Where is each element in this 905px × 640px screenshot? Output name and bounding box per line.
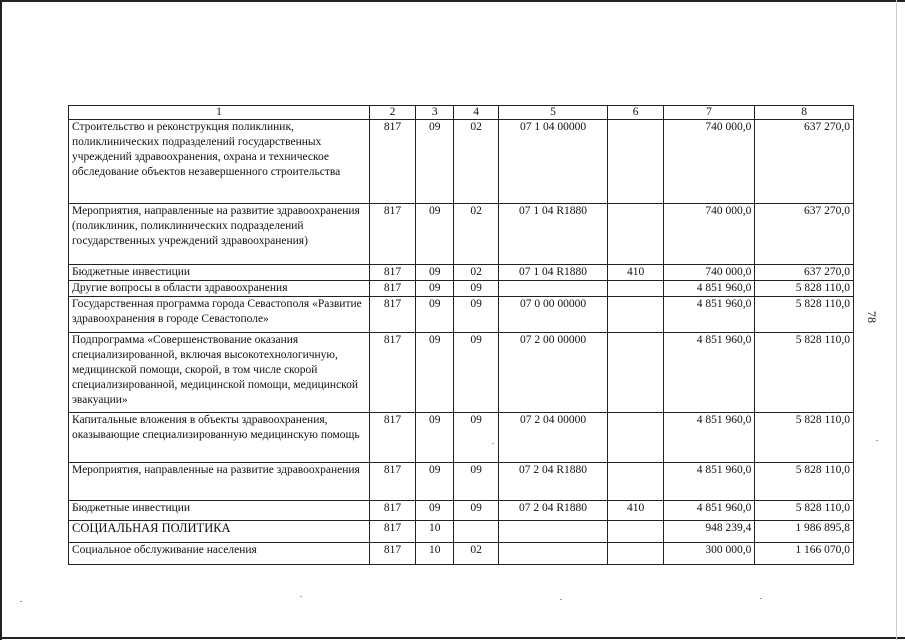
table-row — [69, 413, 854, 463]
cell-ministry: 817 — [369, 281, 415, 297]
header-col-7: 7 — [663, 106, 755, 120]
cell-ministry: 817 — [369, 333, 415, 413]
cell-section: 09 — [416, 120, 454, 204]
cell-subsection: 09 — [454, 281, 498, 297]
row-name: Бюджетные инвестиции — [69, 501, 370, 521]
scan-border-right — [896, 0, 897, 640]
cell-expense-type — [608, 413, 663, 463]
cell-section: 09 — [416, 297, 454, 333]
cell-section: 09 — [416, 204, 454, 265]
cell-amount-8: 637 270,0 — [755, 120, 854, 204]
row-name: Строительство и реконструкция поликлиник, поликлинических подразделений государственных учреждений здравоохранения, охрана и техническое обследование объектов незавершенного строительства — [69, 120, 370, 204]
cell-target-article: 07 1 04 R1880 — [498, 204, 608, 265]
cell-expense-type: 410 — [608, 265, 663, 281]
cell-amount-7: 4 851 960,0 — [663, 333, 755, 413]
cell-subsection: 02 — [454, 204, 498, 265]
scan-speck — [20, 601, 22, 602]
cell-target-article: 07 2 00 00000 — [498, 333, 608, 413]
cell-expense-type: 410 — [608, 501, 663, 521]
cell-amount-8: 5 828 110,0 — [755, 281, 854, 297]
cell-expense-type — [608, 333, 663, 413]
cell-amount-7: 948 239,4 — [663, 521, 755, 543]
cell-target-article: 07 0 00 00000 — [498, 297, 608, 333]
header-col-8: 8 — [755, 106, 854, 120]
cell-target-article: 07 1 04 R1880 — [498, 265, 608, 281]
table-row — [69, 463, 854, 501]
header-col-5: 5 — [498, 106, 608, 120]
cell-subsection: 02 — [454, 543, 498, 565]
table-row — [69, 120, 854, 204]
cell-target-article: 07 2 04 00000 — [498, 413, 608, 463]
cell-ministry: 817 — [369, 543, 415, 565]
cell-amount-7: 4 851 960,0 — [663, 463, 755, 501]
cell-amount-8: 5 828 110,0 — [755, 501, 854, 521]
cell-section: 09 — [416, 463, 454, 501]
cell-ministry: 817 — [369, 521, 415, 543]
cell-amount-7: 300 000,0 — [663, 543, 755, 565]
cell-target-article: 07 2 04 R1880 — [498, 501, 608, 521]
table-row — [69, 204, 854, 265]
header-col-6: 6 — [608, 106, 663, 120]
cell-section: 09 — [416, 333, 454, 413]
scan-speck — [560, 599, 562, 600]
cell-subsection: 09 — [454, 463, 498, 501]
scan-speck — [492, 443, 494, 444]
scan-border-top — [0, 0, 905, 2]
header-col-3: 3 — [416, 106, 454, 120]
cell-section: 09 — [416, 265, 454, 281]
cell-ministry: 817 — [369, 265, 415, 281]
table-row — [69, 501, 854, 521]
scan-speck — [876, 440, 878, 441]
cell-expense-type — [608, 463, 663, 501]
table-header-row — [69, 106, 854, 120]
cell-expense-type — [608, 543, 663, 565]
cell-target-article: 07 2 04 R1880 — [498, 463, 608, 501]
row-name: Капитальные вложения в объекты здравоохранения, оказывающие специализированную медицинскую помощь — [69, 413, 370, 463]
header-col-2: 2 — [369, 106, 415, 120]
cell-target-article — [498, 281, 608, 297]
scan-border-left — [0, 0, 2, 640]
row-name: Бюджетные инвестиции — [69, 265, 370, 281]
cell-target-article: 07 1 04 00000 — [498, 120, 608, 204]
row-name: Социальное обслуживание населения — [69, 543, 370, 565]
cell-amount-8: 637 270,0 — [755, 265, 854, 281]
cell-amount-8: 5 828 110,0 — [755, 297, 854, 333]
cell-subsection: 09 — [454, 501, 498, 521]
scan-speck — [760, 598, 762, 599]
cell-amount-8: 1 166 070,0 — [755, 543, 854, 565]
row-name: Подпрограмма «Совершенствование оказания специализированной, включая высокотехнологичную, медицинской помощи, скорой, в том числе скорой специализированной, медицинской помощи, медицинской эвакуации» — [69, 333, 370, 413]
row-name: Мероприятия, направленные на развитие здравоохранения (поликлиник, поликлинических подразделений государственных учреждений здравоохранения) — [69, 204, 370, 265]
cell-ministry: 817 — [369, 120, 415, 204]
cell-amount-7: 4 851 960,0 — [663, 281, 755, 297]
budget-table — [68, 105, 854, 565]
row-name: Другие вопросы в области здравоохранения — [69, 281, 370, 297]
cell-amount-7: 740 000,0 — [663, 265, 755, 281]
scan-speck — [300, 596, 302, 597]
cell-amount-8: 5 828 110,0 — [755, 463, 854, 501]
table-row — [69, 543, 854, 565]
table-row — [69, 265, 854, 281]
cell-ministry: 817 — [369, 297, 415, 333]
cell-ministry: 817 — [369, 501, 415, 521]
table-row — [69, 333, 854, 413]
cell-amount-7: 4 851 960,0 — [663, 413, 755, 463]
cell-ministry: 817 — [369, 413, 415, 463]
cell-expense-type — [608, 204, 663, 265]
cell-section: 09 — [416, 281, 454, 297]
cell-subsection: 09 — [454, 333, 498, 413]
header-col-4: 4 — [454, 106, 498, 120]
row-name: Мероприятия, направленные на развитие здравоохранения — [69, 463, 370, 501]
page-number: 78 — [865, 311, 879, 323]
cell-amount-7: 740 000,0 — [663, 204, 755, 265]
cell-target-article — [498, 543, 608, 565]
cell-subsection: 02 — [454, 120, 498, 204]
cell-expense-type — [608, 297, 663, 333]
cell-subsection: 09 — [454, 413, 498, 463]
cell-amount-7: 740 000,0 — [663, 120, 755, 204]
row-name: СОЦИАЛЬНАЯ ПОЛИТИКА — [69, 521, 370, 543]
scan-border-bottom — [0, 637, 905, 639]
cell-ministry: 817 — [369, 463, 415, 501]
cell-expense-type — [608, 120, 663, 204]
table-row — [69, 297, 854, 333]
table-row — [69, 281, 854, 297]
cell-amount-7: 4 851 960,0 — [663, 501, 755, 521]
cell-subsection — [454, 521, 498, 543]
row-name: Государственная программа города Севастополя «Развитие здравоохранения в городе Севастополе» — [69, 297, 370, 333]
cell-amount-7: 4 851 960,0 — [663, 297, 755, 333]
table-row — [69, 521, 854, 543]
cell-section: 10 — [416, 521, 454, 543]
cell-amount-8: 5 828 110,0 — [755, 333, 854, 413]
cell-section: 10 — [416, 543, 454, 565]
cell-expense-type — [608, 521, 663, 543]
cell-ministry: 817 — [369, 204, 415, 265]
cell-subsection: 09 — [454, 297, 498, 333]
cell-amount-8: 5 828 110,0 — [755, 413, 854, 463]
cell-subsection: 02 — [454, 265, 498, 281]
cell-section: 09 — [416, 501, 454, 521]
header-col-1: 1 — [69, 106, 370, 120]
cell-target-article — [498, 521, 608, 543]
cell-amount-8: 637 270,0 — [755, 204, 854, 265]
cell-amount-8: 1 986 895,8 — [755, 521, 854, 543]
cell-section: 09 — [416, 413, 454, 463]
cell-expense-type — [608, 281, 663, 297]
